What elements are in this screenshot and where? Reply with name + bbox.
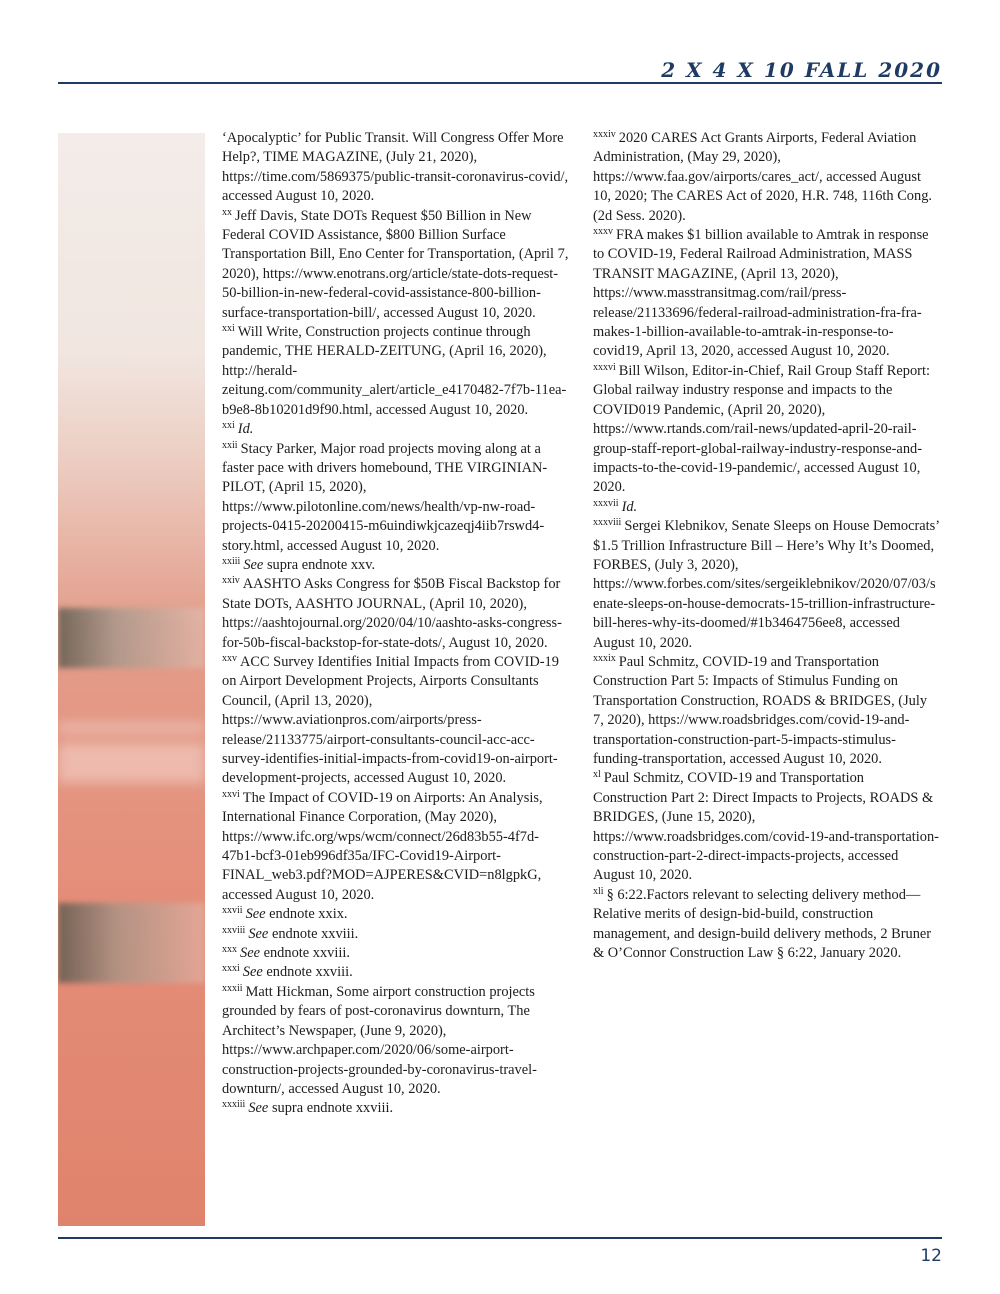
endnote-signal: See [248,925,269,942]
photo-band [58,903,205,983]
endnote-signal: Id. [237,421,254,438]
photo-band [58,608,205,668]
endnote-number: xxxvi [593,361,616,373]
endnote [222,556,570,575]
endnote-text: supra endnote xxviii. [271,1100,394,1117]
endnote-number: xxvii [222,905,243,917]
endnote [222,207,570,323]
endnote-text: endnote xxix. [269,906,348,923]
endnote [222,905,570,924]
endnote-number: xxxiv [593,129,616,140]
endnote [593,517,941,653]
endnote-signal: See [240,945,260,962]
endnote-text: endnote xxviii. [266,964,353,981]
footer-rule [58,1237,942,1239]
endnote [222,653,570,789]
endnote-number: xxxiii [222,1099,246,1111]
endnote-text: Matt Hickman, Some airport construction projects grounded by fears of post-coronavirus downturn, The Architect’s Newspaper, (June 9, 2020), https://www.archpaper.com/2020/06/some-airport-construction-projects-grounded-by-coronavirus-travel-downturn/, accessed August 10, 2020. [222,983,537,1097]
endnote-text: Stacy Parker, Major road projects moving along at a faster pace with drivers homebound, THE VIRGINIAN-PILOT, (April 15, 2020), https://www.pilotonline.com/news/health/vp-nw-road-projects-0415-20200415-m6uindiwkjcazeqj4iib7rswd4-story.html, accessed August 10, 2020. [222,440,548,554]
endnotes-left-column [222,129,570,1119]
endnote-text: endnote xxviii. [271,925,359,942]
endnote-text: ACC Survey Identifies Initial Impacts from COVID-19 on Airport Development Projects, Airports Consultants Council, (April 13, 2020), https://www.aviationpros.com/airports/press-release/21133775/airport-consultants-council-acc-acc-survey-identifies-initial-impacts-from-covid19-on-airport-development-projects, accessed August 10, 2020. [222,653,559,787]
endnote-text: Sergei Klebnikov, Senate Sleeps on House Democrats’ $1.5 Trillion Infrastructure Bill – Here’s Why It’s Doomed, FORBES, (July 3, 2020), https://www.forbes.com/sites/sergeiklebnikov/2020/07/03/senate-sleeps-on-house-democrats-15-trillion-infrastructure-bill-heres-why-its-doomed/#1b3464756ee8, accessed August 10, 2020. [593,518,939,651]
endnote-text: 2020 CARES Act Grants Airports, Federal Aviation Administration, (May 29, 2020), https://www.faa.gov/airports/cares_act/, accessed August 10, 2020; The CARES Act of 2020, H.R. 748, 116th Cong.(2d Sess. 2020). [593,130,932,224]
endnote-number: xxii [222,439,238,451]
endnote-number: xxviii [222,924,246,936]
endnote-text: Bill Wilson, Editor-in-Chief, Rail Group Staff Report: Global railway industry response and impacts to the COVID019 Pandemic, (April 20, 2020), https://www.rtands.com/rail-news/updated-april-20-rail-group-staff-report-global-railway-industry-response-and-impacts-to-the-covid-19-pandemic/, accessed August 10, 2020. [593,362,930,496]
endnote-signal: See [245,906,266,923]
endnote [593,226,941,362]
endnote-number: xxiv [222,575,240,587]
endnote-number: xl [593,769,601,781]
endnote [593,653,941,769]
photo-highlight [58,723,205,733]
endnote [222,575,570,653]
endnote [593,886,941,964]
endnote-text: Jeff Davis, State DOTs Request $50 Billion in New Federal COVID Assistance, $800 Billion Surface Transportation Bill, Eno Center for Transportation, (April 7, 2020), https://www.enotrans.org/article/state-dots-request-50-billion-in-new-federal-covid-assistance-800-billion-surface-transportation-bill/, accessed August 10, 2020. [222,207,569,321]
page-number: 12 [920,1246,942,1266]
endnote-number: xxxvii [593,497,619,509]
endnote [593,498,941,517]
header-rule [58,82,942,84]
endnote-number: xxv [222,652,237,664]
endnote [222,963,570,982]
endnote-signal: See [248,1100,269,1117]
header-title: 2 X 4 X 10 FALL 2020 [661,58,942,82]
decorative-photo [58,133,205,1226]
endnote-signal: See [243,556,264,573]
endnote-signal: Id. [621,498,638,515]
endnote-number: xli [593,885,604,897]
endnote-text: endnote xxviii. [263,945,350,962]
endnote-number: xxvi [222,788,240,800]
endnote-text: § 6:22.Factors relevant to selecting delivery method—Relative merits of design-bid-build, construction management, and design-build delivery methods, 2 Bruner & O’Connor Construction Law § 6:22, January 2020. [593,886,932,962]
endnote-text: supra endnote xxv. [266,556,376,573]
endnote-number: xxxix [593,652,616,664]
endnote-text: Paul Schmitz, COVID-19 and Transportation Construction Part 5: Impacts of Stimulus Funding on Transportation Construction, ROADS & BRIDGES, (July 7, 2020), https://www.roadsbridges.com/covid-19-and-transportation-construction-part-5-impacts-stimulus-funding-transportation, accessed August 10, 2020. [593,653,928,767]
endnote [222,925,570,944]
endnote-number: xx [222,206,232,218]
endnote-number: xxxv [593,226,613,238]
endnote-text: The Impact of COVID-19 on Airports: An Analysis, International Finance Corporation, (May 2020), https://www.ifc.org/wps/wcm/connect/26d83b55-4f7d-47b1-bcf3-01eb996df35a/IFC-Covid19-Airport-FINAL_web3.pdf?MOD=AJPERES&CVID=n8lgpkG, accessed August 10, 2020. [222,789,543,903]
endnote [222,944,570,963]
photo-highlight [58,743,205,783]
endnote-text: Will Write, Construction projects continue through pandemic, THE HERALD-ZEITUNG, (April 16, 2020), http://herald-zeitung.com/community_alert/article_e4170482-7f7b-11ea-b9e8-8b10201d9f90.html, accessed August 10, 2020. [222,324,567,418]
endnote [593,362,941,498]
endnote [222,323,570,420]
endnote-signal: See [242,964,263,981]
endnote-number: xxi [222,420,235,432]
endnote-text: FRA makes $1 billion available to Amtrak in response to COVID-19, Federal Railroad Administration, MASS TRANSIT MAGAZINE, (April 13, 2020), https://www.masstransitmag.com/rail/press-release/21133696/federal-railroad-administration-fra-fra-makes-1-billion-available-to-amtrak-in-response-to-covid19, April 13, 2020, accessed August 10, 2020. [593,227,929,360]
endnote-number: xxiii [222,555,241,567]
endnote-text: AASHTO Asks Congress for $50B Fiscal Backstop for State DOTs, AASHTO JOURNAL, (April 10, 2020), https://aashtojournal.org/2020/04/10/aashto-asks-congress-for-50b-fiscal-backstop-for-state-dots/, August 10, 2020. [222,576,562,651]
endnote-text: ‘Apocalyptic’ for Public Transit. Will Congress Offer More Help?, TIME MAGAZINE, (July 21, 2020), https://time.com/5869375/public-transit-coronavirus-covid/, accessed August 10, 2020. [222,130,569,205]
endnote [222,420,570,439]
endnote-number: xxi [222,323,235,335]
endnote-number: xxxii [222,982,243,994]
endnote-text: Paul Schmitz, COVID-19 and Transportation Construction Part 2: Direct Impacts to Projects, ROADS & BRIDGES, (June 15, 2020), https://www.roadsbridges.com/covid-19-and-transportation-construction-part-2-direct-impacts-projects, accessed August 10, 2020. [593,770,939,884]
endnote-number: xxxviii [593,517,622,529]
endnote [593,769,941,885]
endnote [222,440,570,556]
endnote [222,789,570,905]
endnote [222,129,570,207]
endnotes-right-column [593,129,941,963]
endnote [222,1099,570,1118]
endnote [593,129,941,226]
endnote-number: xxxi [222,963,240,975]
endnote-number: xxx [222,944,237,956]
endnote [222,983,570,1099]
